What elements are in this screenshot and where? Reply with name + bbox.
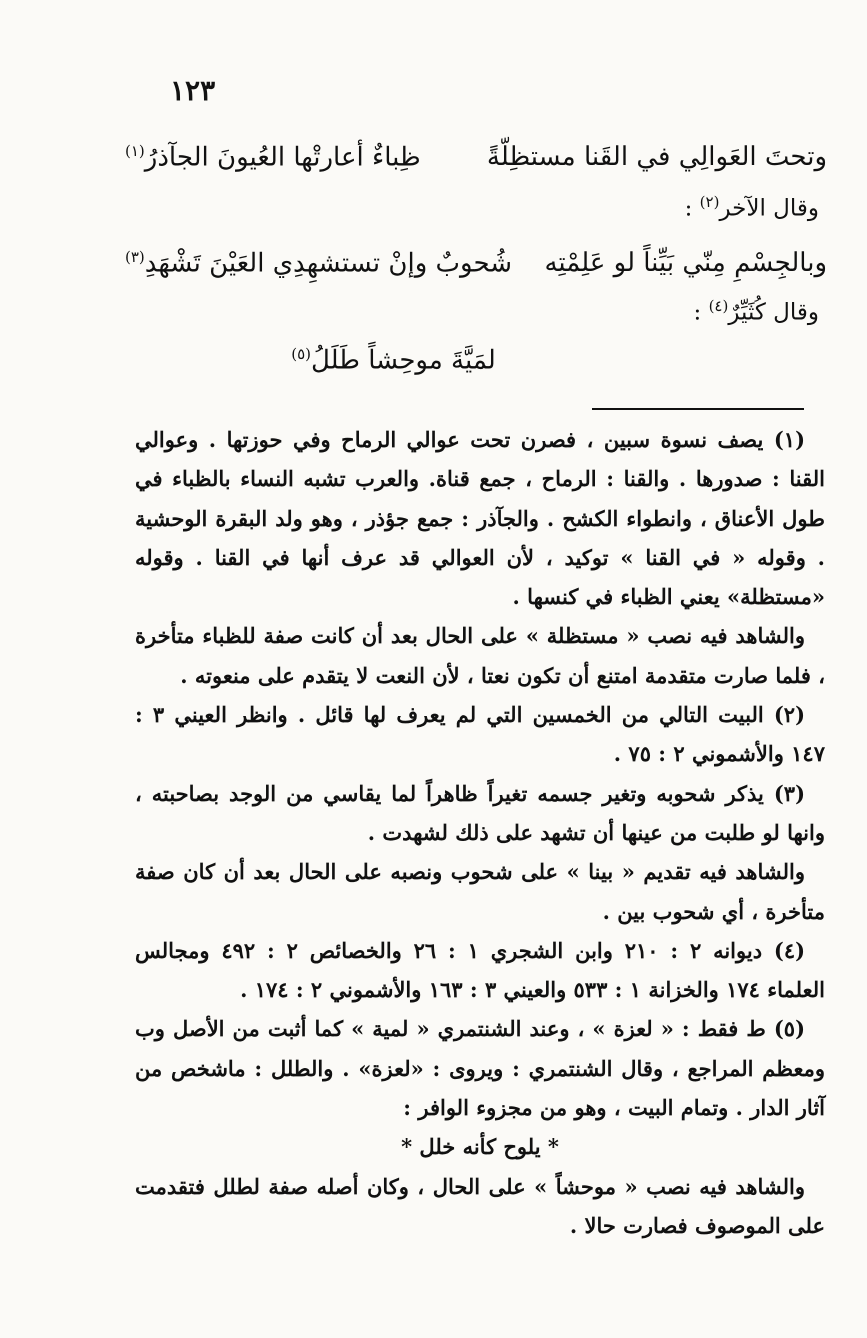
footnote-separator	[592, 408, 804, 410]
footnotes-section	[135, 420, 825, 1245]
footnote-ref-5[interactable]: (٥)	[291, 345, 311, 363]
verse-2-first-hemistich: وبالجِسْمِ مِنّي بَيِّناً لو عَلِمْتِه	[544, 248, 827, 278]
verse-intro-1: وقال الآخر$^{(٢)}$ :	[684, 193, 819, 222]
footnote-4: (٤) ديوانه ٢ : ٢١٠ وابن الشجري ١ : ٢٦ والخصائص ٢ : ٤٩٢ ومجالس العلماء ١٧٤ والخزانة ١ : ٥٣٣ والعيني ٣ : ١٦٣ والأشموني ٢ : ١٧٤ .	[135, 937, 825, 1003]
verse-line-3: لمَيَّةَ موحِشاً طَلَلُ$^{(٥)}$	[291, 345, 496, 376]
verse-1-first-hemistich: وتحتَ العَوالِي في القَنا مستظِلّةً	[486, 142, 827, 172]
verse-intro-2: وقال كُثَيِّرٌ$^{(٤)}$ :	[693, 297, 819, 326]
footnote-ref-4[interactable]: (٤)	[708, 297, 729, 315]
footnote-2: (٢) البيت التالي من الخمسين التي لم يعرف لها قائل . وانظر العيني ٣ : ١٤٧ والأشموني ٢ : ٧٥ .	[135, 702, 825, 767]
footnote-1: (١) يصف نسوة سبين ، فصرن تحت عوالي الرماح وفي حوزتها . وعوالي القنا : صدورها . والقنا : الرماح ، جمع قناة. والعرب تشبه النساء بالظباء في طول الأعناق ، وانطواء الكشح . والجآذر : جمع جؤذر ، وهو ولد البقرة الوحشية . وقوله « في القنا » توكيد ، لأن العوالي قد عرف أنها في القنا . وقوله «مستظلة» يعني الظباء في كنسها .	[135, 427, 825, 610]
footnote-ref-3[interactable]: (٣)	[125, 247, 145, 266]
footnote-5: (٥) ط فقط : « لعزة » ، وعند الشنتمري « لمية » كما أثبت من الأصل وب ومعظم المراجع ، وقال الشنتمري : ويروى : «لعزة» . والطلل : ماشخص من آثار الدار . وتمام البيت ، وهو من مجزوء الوافر :	[135, 1016, 825, 1121]
verse-line-2	[125, 238, 827, 288]
footnote-5-hemistich: * يلوح كأنه خلل *	[401, 1134, 559, 1160]
verse-line-1	[125, 132, 827, 182]
footnote-3-shahid: والشاهد فيه تقديم « بينا » على شحوب ونصبه على الحال بعد أن كان صفة متأخرة ، أي شحوب بين .	[135, 859, 825, 924]
page-number: ١٢٣	[170, 74, 216, 107]
verse-1-second-hemistich: ظِباءٌ أعارتْها العُيونَ الجآذرُ$^{(١)}$	[125, 141, 421, 173]
footnote-3: (٣) يذكر شحوبه وتغير جسمه تغيراً ظاهراً لما يقاسي من الوجد بصاحبته ، وانها لو طلبت من عينها أن تشهد على ذلك لشهدت .	[135, 780, 825, 845]
footnote-5-shahid: والشاهد فيه نصب « موحشاً » على الحال ، وكان أصله صفة لطلل فتقدمت على الموصوف فصارت حالا .	[135, 1173, 825, 1238]
footnote-1-shahid: والشاهد فيه نصب « مستظلة » على الحال بعد أن كانت صفة للظباء متأخرة ، فلما صارت متقدمة امتنع أن تكون نعتا ، لأن النعت لا يتقدم على منعوته .	[135, 623, 825, 688]
verse-2-second-hemistich: شُحوبٌ وإنْ تستشهِدِي العَيْنَ تَشْهَدِ$^{(٣)}$	[125, 247, 513, 279]
footnote-ref-1[interactable]: (١)	[125, 141, 145, 160]
footnote-ref-2[interactable]: (٢)	[699, 193, 720, 211]
